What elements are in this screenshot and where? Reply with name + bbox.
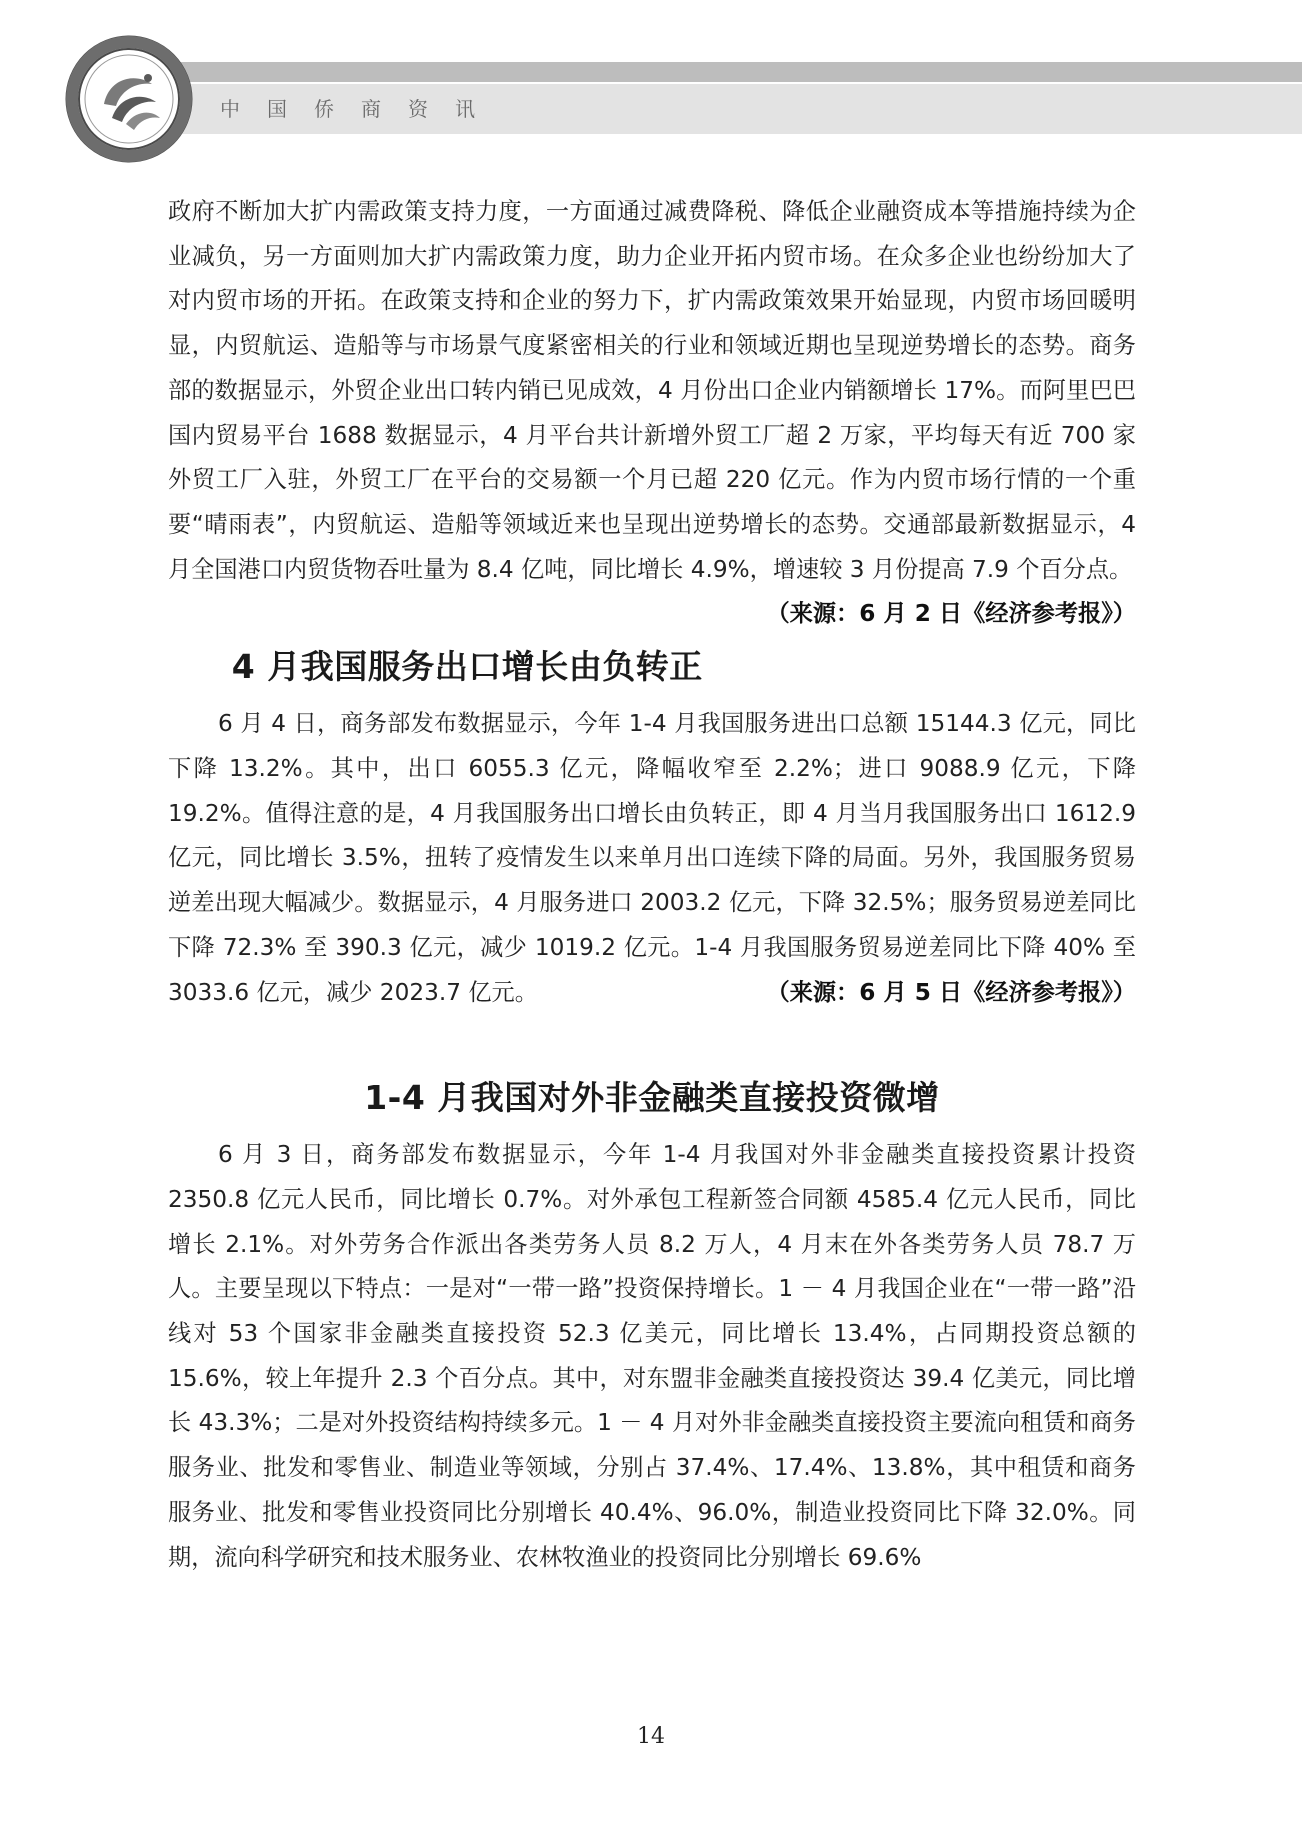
section-title-outbound-investment: 1-4 月我国对外非金融类直接投资微增	[364, 1078, 940, 1118]
intro-source: （来源：6 月 2 日《经济参考报》）	[766, 600, 1136, 628]
page-number: 14	[637, 1724, 665, 1749]
federation-logo	[64, 34, 194, 164]
service-exports-text: 6 月 4 日，商务部发布数据显示，今年 1-4 月我国服务进出口总额 15144.3 亿元，同比下降 13.2%。其中，出口 6055.3 亿元，降幅收窄至 2.2%；进口 9088.9 亿元，下降 19.2%。值得注意的是，4 月我国服务出口增长由负转正，即 4 月当月我国服务出口 1612.9 亿元，同比增长 3.5%，扭转了疫情发生以来单月出口连续下降的局面。另外，我国服务贸易逆差出现大幅减少。数据显示，4 月服务进口 2003.2 亿元，下降 32.5%；服务贸易逆差同比下降 72.3% 至 390.3 亿元，减少 1019.2 亿元。1-4 月我国服务贸易逆差同比下降 40% 至 3033.6 亿元，减少 2023.7 亿元。	[168, 710, 1136, 1006]
service-exports-paragraph	[168, 702, 1136, 1015]
magazine-title: 中国侨商资讯	[220, 97, 502, 121]
intro-text: 政府不断加大扩内需政策支持力度，一方面通过减费降税、降低企业融资成本等措施持续为企业减负，另一方面则加大扩内需政策力度，助力企业开拓内贸市场。在众多企业也纷纷加大了对内贸市场的开拓。在政策支持和企业的努力下，扩内需政策效果开始显现，内贸市场回暖明显，内贸航运、造船等与市场景气度紧密相关的行业和领域近期也呈现逆势增长的态势。商务部的数据显示，外贸企业出口转内销已见成效，4 月份出口企业内销额增长 17%。而阿里巴巴国内贸易平台 1688 数据显示，4 月平台共计新增外贸工厂超 2 万家，平均每天有近 700 家外贸工厂入驻，外贸工厂在平台的交易额一个月已超 220 亿元。作为内贸市场行情的一个重要“晴雨表”，内贸航运、造船等领域近来也呈现出逆势增长的态势。交通部最新数据显示，4 月全国港口内贸货物吞吐量为 8.4 亿吨，同比增长 4.9%，增速较 3 月份提高 7.9 个百分点。	[168, 198, 1136, 583]
header-band-top	[150, 62, 1302, 82]
section-title-service-exports: 4 月我国服务出口增长由负转正	[231, 647, 703, 687]
logo-text	[64, 34, 194, 164]
service-exports-source: （来源：6 月 5 日《经济参考报》）	[766, 978, 1136, 1006]
article-content	[168, 190, 1136, 1580]
outbound-investment-paragraph: 6 月 3 日，商务部发布数据显示，今年 1-4 月我国对外非金融类直接投资累计投资 2350.8 亿元人民币，同比增长 0.7%。对外承包工程新签合同额 4585.4 亿元人民币，同比增长 2.1%。对外劳务合作派出各类劳务人员 8.2 万人，4 月末在外各类劳务人员 78.7 万人。主要呈现以下特点：一是对“一带一路”投资保持增长。1 － 4 月我国企业在“一带一路”沿线对 53 个国家非金融类直接投资 52.3 亿美元，同比增长 13.4%，占同期投资总额的 15.6%，较上年提升 2.3 个百分点。其中，对东盟非金融类直接投资达 39.4 亿美元，同比增长 43.3%；二是对外投资结构持续多元。1 － 4 月对外非金融类直接投资主要流向租赁和商务服务业、批发和零售业、制造业等领域，分别占 37.4%、17.4%、13.8%，其中租赁和商务服务业、批发和零售业投资同比分别增长 40.4%、96.0%，制造业投资同比下降 32.0%。同期，流向科学研究和技术服务业、农林牧渔业的投资同比分别增长 69.6%	[168, 1141, 1136, 1571]
intro-paragraph	[168, 190, 1136, 628]
